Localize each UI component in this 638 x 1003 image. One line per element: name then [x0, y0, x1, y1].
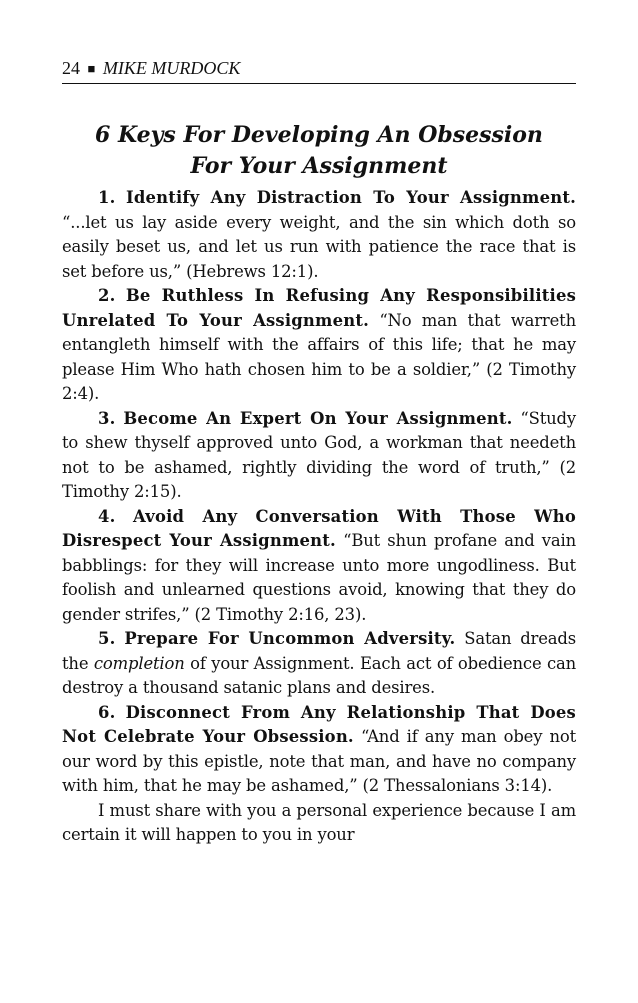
- key-2-text: “No man that warreth entangleth himself with the affairs of this life; that he may please Him Who hath chosen him to be a soldier,” (2 Timothy 2:4).: [62, 310, 576, 403]
- key-6-number: 6.: [98, 702, 116, 722]
- page-number: 24: [62, 58, 80, 78]
- key-4-text: “But shun profane and vain babblings: for they will increase unto more ungodliness. But foolish and unlearned questions avoid, knowing that they do gender strifes,” (2 Timothy 2:16, 23).: [62, 531, 577, 624]
- key-2-heading: Be Ruthless In Refusing Any Responsibilities Unrelated To Your Assignment.: [62, 286, 577, 330]
- key-5-number: 5.: [98, 629, 116, 648]
- key-5-emphasis: completion: [93, 653, 185, 673]
- key-6-paragraph: [62, 701, 576, 799]
- key-1-number: 1.: [98, 188, 116, 207]
- key-3-number: 3.: [98, 408, 116, 428]
- key-5-text-before: Satan dreads the: [62, 629, 577, 673]
- key-5-heading: Prepare For Uncommon Adversity.: [124, 629, 456, 648]
- key-3-paragraph: [62, 407, 576, 505]
- key-1-paragraph: [62, 186, 576, 284]
- running-head: [62, 56, 576, 84]
- key-4-paragraph: [62, 505, 576, 628]
- chapter-title-line-2: For Your Assignment: [190, 153, 448, 179]
- author-name: MIKE MURDOCK: [102, 58, 241, 78]
- key-5-text-after: of your Assignment. Each act of obedience can destroy a thousand satanic plans and desires.: [62, 653, 577, 697]
- chapter-title-line-1: 6 Keys For Developing An Obsession: [95, 122, 543, 148]
- key-2-paragraph: [62, 284, 576, 407]
- key-3-text: “Study to shew thyself approved unto God, a workman that needeth not to be ashamed, rightly dividing the word of truth,” (2 Timothy 2:15).: [62, 408, 576, 501]
- key-1-text: “...let us lay aside every weight, and the sin which doth so easily beset us, and let us run with patience the race that is set before us,” (Hebrews 12:1).: [62, 212, 576, 281]
- key-5-paragraph: [62, 627, 576, 701]
- book-page: [62, 56, 576, 848]
- square-bullet-icon: ■: [87, 61, 96, 76]
- key-3-heading: Become An Expert On Your Assignment.: [123, 408, 513, 428]
- key-1-heading: Identify Any Distraction To Your Assignment.: [125, 188, 576, 207]
- key-4-number: 4.: [98, 506, 116, 526]
- key-4-heading: Avoid Any Conversation With Those Who Disrespect Your Assignment.: [62, 506, 577, 550]
- key-6-heading: Disconnect From Any Relationship That Does Not Celebrate Your Obsession.: [62, 702, 576, 746]
- key-2-number: 2.: [98, 286, 116, 305]
- key-6-text: “And if any man obey not our word by this epistle, note that man, and have no company with him, that he may be ashamed,” (2 Thessalonians 3:14).: [62, 727, 577, 795]
- closing-paragraph: I must share with you a personal experience because I am certain it will happen to you in your: [62, 800, 576, 844]
- chapter-title: [62, 120, 576, 182]
